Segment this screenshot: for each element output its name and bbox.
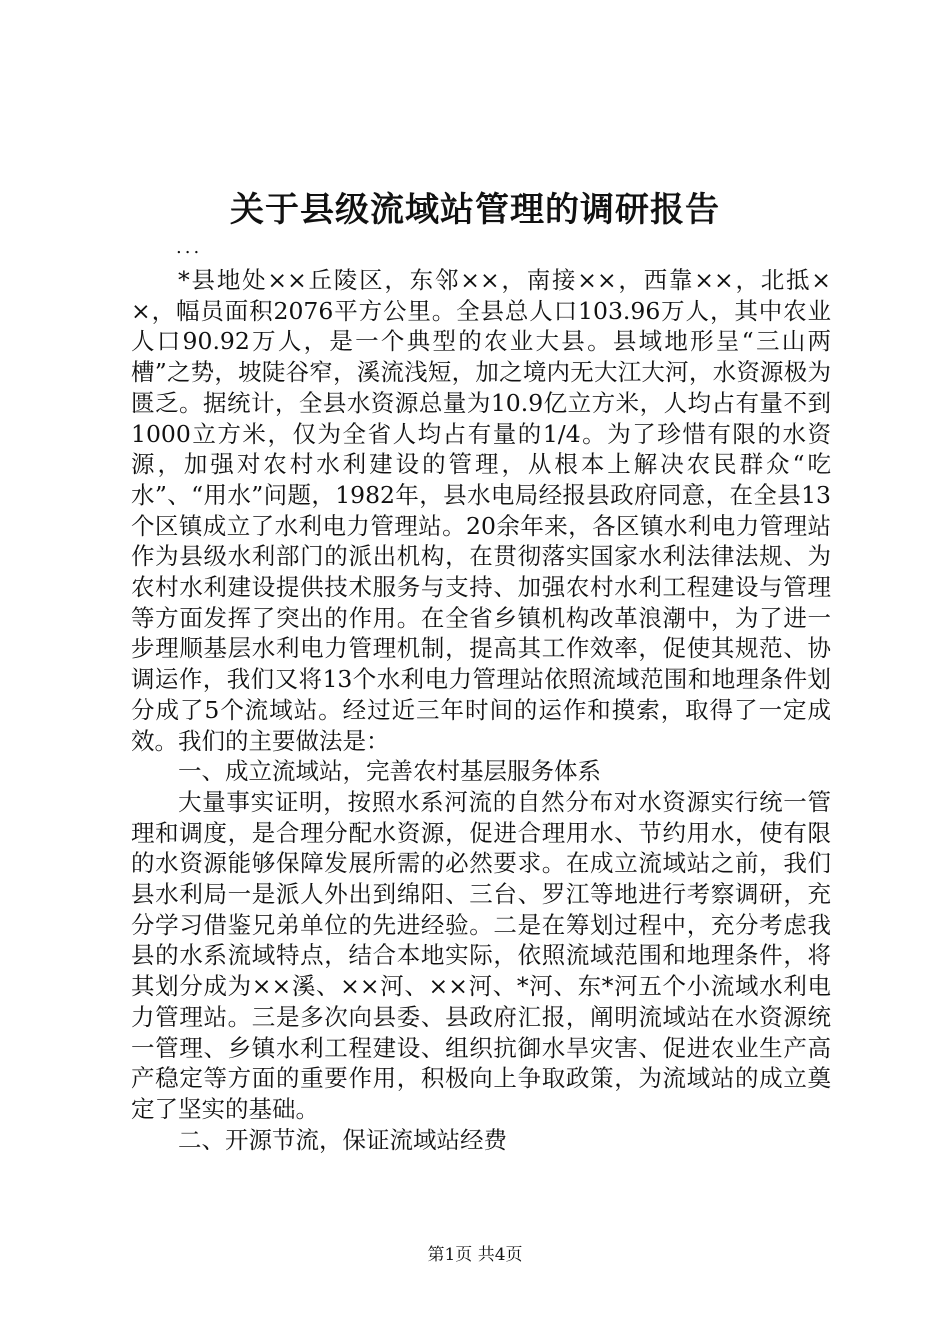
page-number-footer: 第1页 共4页 — [427, 1245, 523, 1265]
body-paragraph-intro: *县地处××丘陵区，东邻××，南接××，西靠××，北抵××，幅员面积2076平方公里。全县总人口103.96万人，其中农业人口90.92万人，是一个典型的农业大县。县域地形呈“三山两槽”之势，坡陡谷窄，溪流浅短，加之境内无大江大河，水资源极为匮乏。据统计，全县水资源总量为10.9亿立方米，人均占有量不到1000立方米，仅为全省人均占有量的1/4。为了珍惜有限的水资源，加强对农村水利建设的管理，从根本上解决农民群众“吃水”、“用水”问题，1982年，县水电局经报县政府同意，在全县13个区镇成立了水利电力管理站。20余年来，各区镇水利电力管理站作为县级水利部门的派出机构，在贯彻落实国家水利法律法规、为农村水利建设提供技术服务与支持、加强农村水利工程建设与管理等方面发挥了突出的作用。在全省乡镇机构改革浪潮中，为了进一步理顺基层水利电力管理机制，提高其工作效率，促使其规范、协调运作，我们又将13个水利电力管理站依照流域范围和地理条件划分成了5个流域站。经过近三年时间的运作和摸索，取得了一定成效。我们的主要做法是： — [131, 266, 831, 755]
document-title: 关于县级流域站管理的调研报告 — [230, 190, 720, 230]
body-paragraph-section-1: 大量事实证明，按照水系河流的自然分布对水资源实行统一管理和调度，是合理分配水资源，促进合理用水、节约用水，使有限的水资源能够保障发展所需的必然要求。在成立流域站之前，我们县水利局一是派人外出到绵阳、三台、罗江等地进行考察调研，充分学习借鉴兄弟单位的先进经验。二是在筹划过程中，充分考虑我县的水系流域特点，结合本地实际，依照流域范围和地理条件，将其划分成为××溪、××河、××河、*河、东*河五个小流域水利电力管理站。三是多次向县委、县政府汇报，阐明流域站在水资源统一管理、乡镇水利工程建设、组织抗御水旱灾害、促进农业生产高产稳定等方面的重要作用，积极向上争取政策，为流域站的成立奠定了坚实的基础。 — [131, 787, 831, 1123]
section-heading-2: 二、开源节流，保证流域站经费 — [178, 1125, 507, 1154]
section-heading-1: 一、成立流域站，完善农村基层服务体系 — [178, 757, 601, 786]
document-body — [131, 265, 831, 1155]
ellipsis-marker: ... — [176, 237, 203, 258]
